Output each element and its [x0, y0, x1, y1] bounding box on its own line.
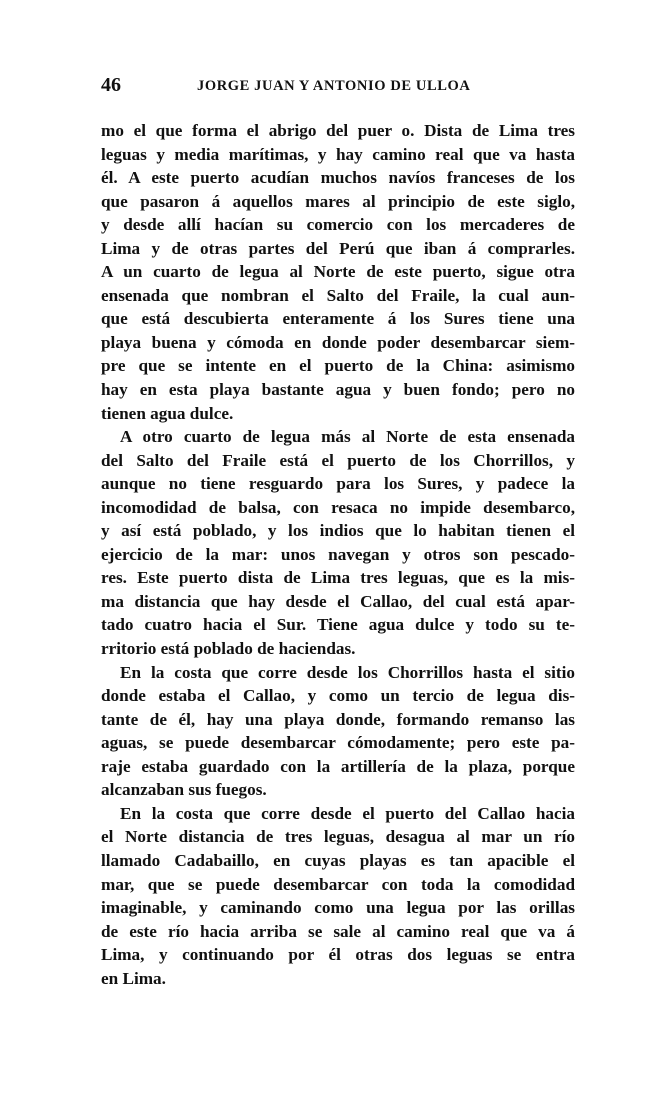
text-line: A otro cuarto de legua más al Norte de esta ensenada [120, 427, 575, 447]
text-line: playa buena y cómoda en donde poder desembarcar siem- [101, 332, 575, 352]
page-number: 46 [101, 74, 121, 96]
text-line: que está descubierta enteramente á los Sures tiene una [101, 309, 575, 329]
text-line: imaginable, y caminando como una legua por las orillas [101, 898, 575, 918]
text-line: incomodidad de balsa, con resaca no impide desembarco, [101, 497, 575, 517]
text-line: hay en esta playa bastante agua y buen fondo; pero no [101, 380, 575, 400]
text-line: alcanzaban sus fuegos. [101, 780, 267, 800]
running-title: JORGE JUAN Y ANTONIO DE ULLOA [197, 78, 471, 94]
text-line: res. Este puerto dista de Lima tres leguas, que es la mis- [101, 568, 575, 588]
text-line: él. A este puerto acudían muchos navíos franceses de los [101, 168, 575, 188]
text-line: que pasaron á aquellos mares al principio de este siglo, [101, 191, 575, 211]
text-line: ma distancia que hay desde el Callao, del cual está apar- [101, 591, 575, 611]
text-line: Lima y de otras partes del Perú que iban á comprarles. [101, 238, 575, 258]
text-line: mo el que forma el abrigo del puer o. Dista de Lima tres [101, 121, 575, 140]
text-line: tado cuatro hacia el Sur. Tiene agua dulce y todo su te- [101, 615, 575, 635]
paragraph-2 [101, 425, 575, 660]
text-line: tienen agua dulce. [101, 403, 234, 423]
text-line: pre que se intente en el puerto de la China: asimismo [101, 356, 575, 376]
text-line: raje estaba guardado con la artillería de la plaza, porque [101, 756, 575, 776]
text-line: rritorio está poblado de haciendas. [101, 639, 356, 659]
paragraph-3 [101, 661, 575, 802]
paragraph-4 [101, 802, 575, 990]
text-line: de este río hacia arriba se sale al camino real que va á [101, 921, 575, 941]
text-line: ejercicio de la mar: unos navegan y otros son pescado- [101, 544, 575, 564]
text-line: y así está poblado, y los indios que lo habitan tienen el [101, 521, 575, 541]
text-line: mar, que se puede desembarcar con toda la comodidad [101, 874, 575, 894]
text-line: A un cuarto de legua al Norte de este puerto, sigue otra [101, 262, 575, 282]
text-line: del Salto del Fraile está el puerto de los Chorrillos, y [101, 450, 575, 470]
paragraph-1 [101, 119, 575, 425]
text-line: el Norte distancia de tres leguas, desagua al mar un río [101, 827, 575, 847]
text-line: aguas, se puede desembarcar cómodamente; pero este pa- [101, 733, 575, 753]
text-line: Lima, y continuando por él otras dos leguas se entra [101, 945, 575, 965]
text-line: donde estaba el Callao, y como un tercio de legua dis- [101, 686, 575, 706]
page-header [101, 74, 571, 98]
text-line: y desde allí hacían su comercio con los mercaderes de [101, 215, 575, 235]
text-line: ensenada que nombran el Salto del Fraile, la cual aun- [101, 285, 575, 305]
text-line: llamado Cadabaillo, en cuyas playas es tan apacible el [101, 850, 575, 870]
text-line: aunque no tiene resguardo para los Sures, y padece la [101, 474, 575, 494]
text-line: tante de él, hay una playa donde, formando remanso las [101, 709, 575, 729]
text-body [101, 119, 575, 990]
text-line: En la costa que corre desde el puerto del Callao hacia [120, 803, 575, 823]
text-line: leguas y media marítimas, y hay camino real que va hasta [101, 144, 575, 164]
text-line: En la costa que corre desde los Chorrillos hasta el sitio [120, 662, 575, 682]
text-line: en Lima. [101, 968, 166, 988]
